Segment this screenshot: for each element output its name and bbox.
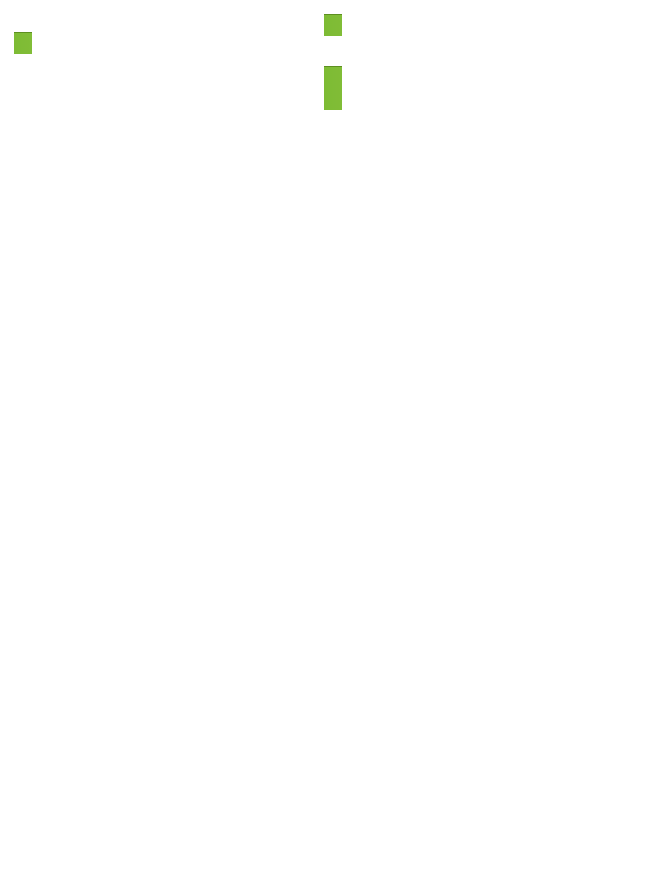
chapter-4-header xyxy=(324,14,642,36)
right-column xyxy=(324,0,642,124)
chapter-title xyxy=(342,66,600,110)
chapter-title xyxy=(32,32,262,54)
chapter-5-header xyxy=(324,66,642,110)
chapter-page xyxy=(262,32,304,54)
chapter-page xyxy=(600,66,642,110)
chapter-title xyxy=(342,14,600,36)
chapter-page xyxy=(600,14,642,36)
chapter-3-header xyxy=(14,32,304,54)
left-column xyxy=(14,0,314,62)
